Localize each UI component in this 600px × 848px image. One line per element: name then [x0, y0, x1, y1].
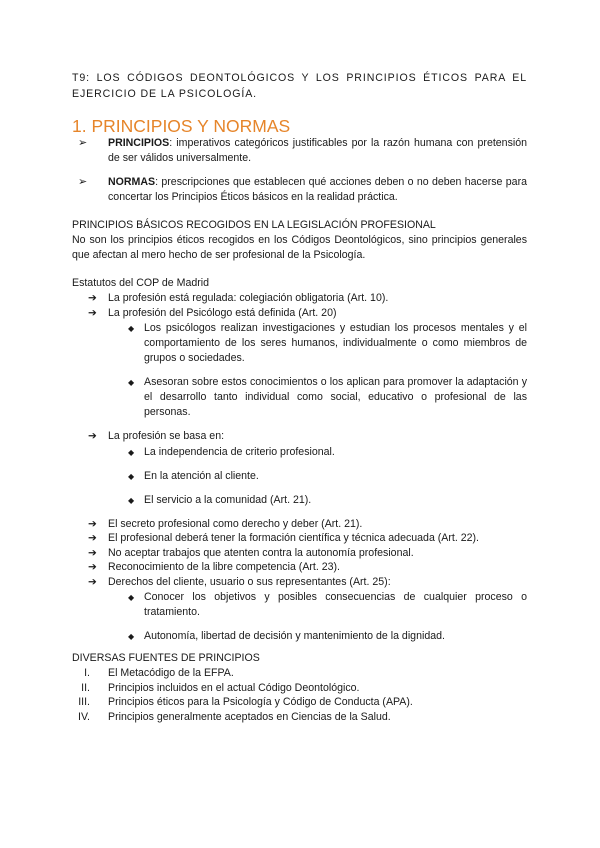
statute-text: La profesión está regulada: colegiación obligatoria (Art. 10). [108, 292, 389, 304]
statute-item [72, 429, 527, 444]
statute-subitem-text: Asesoran sobre estos conocimientos o los aplican para promover la adaptación y el desarrollo tanto individual como social, educativo o profesional de las personas. [144, 376, 527, 418]
definition-term: PRINCIPIOS [108, 137, 170, 149]
definition-item [72, 136, 527, 166]
statute-item [72, 546, 527, 561]
statute-text: La profesión se basa en: [108, 430, 225, 442]
arrow-bullet-icon: ➔ [88, 546, 97, 559]
diamond-bullet-icon: ◆ [128, 324, 135, 333]
statute-subitem-text: Los psicólogos realizan investigaciones y estudian los procesos mentales y el comportamiento de los seres humanos, individualmente o como miembros de grupos o sociedades. [144, 322, 527, 364]
statute-subitem-text: La independencia de criterio profesional. [144, 445, 335, 458]
statute-subitem [72, 469, 527, 484]
source-text: Principios éticos para la Psicología y Código de Conducta (APA). [108, 696, 413, 708]
source-number: II. [81, 681, 90, 694]
definition-term: NORMAS [108, 176, 156, 188]
source-text: Principios incluidos en el actual Código Deontológico. [108, 681, 360, 694]
diamond-bullet-icon: ◆ [128, 593, 135, 602]
source-number: III. [78, 696, 90, 708]
source-number: I. [84, 667, 90, 679]
diamond-bullet-icon: ◆ [128, 471, 135, 481]
sources-heading: DIVERSAS FUENTES DE PRINCIPIOS [72, 652, 260, 664]
document-page [72, 70, 527, 724]
statute-text: El secreto profesional como derecho y deber (Art. 21). [108, 517, 363, 530]
statute-subitem [72, 493, 527, 508]
definition-text: : imperativos categóricos justificables por la razón humana con pretensión de ser válidos universalmente. [108, 137, 527, 164]
statutes-heading: Estatutos del COP de Madrid [72, 277, 210, 289]
diamond-bullet-icon: ◆ [128, 495, 135, 505]
statute-item [72, 531, 527, 546]
arrow-bullet-icon: ➔ [88, 575, 97, 588]
statute-subitem-text: Conocer los objetivos y posibles consecuencias de cualquier proceso o tratamiento. [144, 591, 527, 618]
definition-text: : prescripciones que establecen qué acciones deben o no deben hacerse para concertar los Principios Éticos básicos en la realidad práctica. [108, 176, 527, 203]
source-text: Principios generalmente aceptados en Ciencias de la Salud. [108, 710, 391, 723]
statute-text: Reconocimiento de la libre competencia (Art. 23). [108, 561, 340, 573]
statutes-list [72, 291, 527, 644]
source-number: IV. [78, 710, 90, 723]
statute-subitem-text: En la atención al cliente. [144, 469, 259, 482]
section-heading: 1. PRINCIPIOS Y NORMAS [72, 116, 291, 136]
statute-text: Derechos del cliente, usuario o sus representantes (Art. 25): [108, 575, 391, 588]
document-title: T9: LOS CÓDIGOS DEONTOLÓGICOS Y LOS PRINCIPIOS ÉTICOS PARA EL EJERCICIO DE LA PSICOLOGÍA. [72, 72, 527, 100]
arrowhead-bullet-icon: ➢ [78, 137, 88, 149]
definition-item [72, 175, 527, 205]
statute-subitem [72, 629, 527, 644]
statute-item [72, 306, 527, 321]
source-item [72, 695, 527, 710]
statute-subitem-text: El servicio a la comunidad (Art. 21). [144, 493, 312, 506]
statute-item [72, 575, 527, 590]
sources-list [72, 666, 527, 724]
source-item [72, 710, 527, 725]
arrow-bullet-icon: ➔ [88, 517, 97, 530]
diamond-bullet-icon: ◆ [128, 378, 135, 387]
diamond-bullet-icon: ◆ [128, 447, 135, 457]
source-text: El Metacódigo de la EFPA. [108, 667, 234, 679]
statute-subitem [72, 445, 527, 460]
statute-text: No aceptar trabajos que atenten contra la autonomía profesional. [108, 546, 414, 559]
statute-text: El profesional deberá tener la formación científica y técnica adecuada (Art. 22). [108, 532, 479, 544]
basic-principles-paragraph: No son los principios éticos recogidos en los Códigos Deontológicos, sino principios generales que afectan al mero hecho de ser profesional de la Psicología. [72, 234, 527, 261]
statute-item [72, 291, 527, 306]
statute-subitem [72, 321, 527, 366]
source-item [72, 666, 527, 681]
statute-text: La profesión del Psicólogo está definida (Art. 20) [108, 306, 337, 319]
arrowhead-bullet-icon: ➢ [78, 176, 88, 188]
statute-item [72, 517, 527, 532]
source-item [72, 681, 527, 696]
basic-principles-heading: PRINCIPIOS BÁSICOS RECOGIDOS EN LA LEGISLACIÓN PROFESIONAL [72, 219, 436, 231]
arrow-bullet-icon: ➔ [88, 306, 97, 319]
arrow-bullet-icon: ➔ [88, 532, 97, 544]
statute-item [72, 560, 527, 575]
diamond-bullet-icon: ◆ [128, 632, 135, 641]
arrow-bullet-icon: ➔ [88, 430, 97, 442]
statute-subitem [72, 590, 527, 620]
definitions-list [72, 136, 527, 205]
arrow-bullet-icon: ➔ [88, 561, 97, 573]
statute-subitem-text: Autonomía, libertad de decisión y mantenimiento de la dignidad. [144, 630, 445, 642]
statute-subitem [72, 375, 527, 420]
arrow-bullet-icon: ➔ [88, 292, 97, 304]
